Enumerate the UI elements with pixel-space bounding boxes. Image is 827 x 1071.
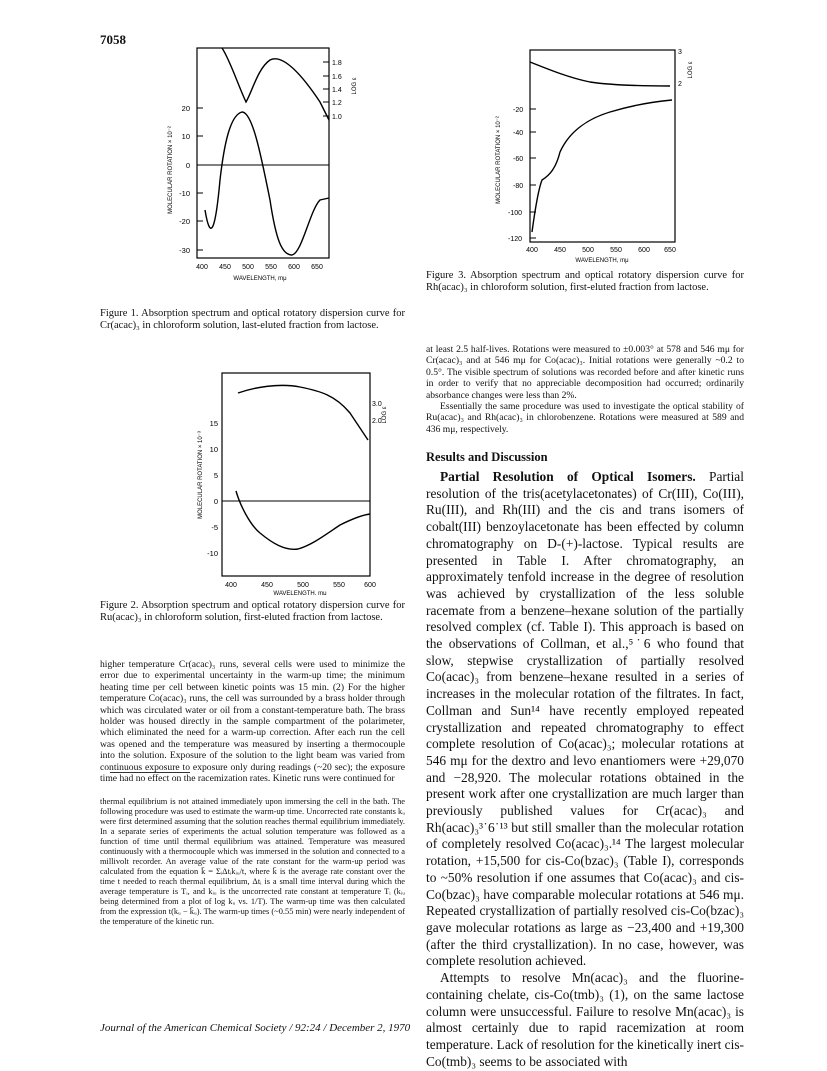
figure-3-plot [490,40,700,265]
footnote-text: thermal equilibrium is not attained immediately upon immersing the cell in the bath. The following procedure was used to estimate the warm-up time. Uncorrected rate constants kᵤ were first determined assuming that the solution reaches thermal equilibrium immediately. In a separate series of experiments the actual solution temperature was followed as a function of time until thermal equilibrium was attained. Temperature was measured continuously with a thermocouple which was immersed in the solution and connected to a millivolt recorder. An average value of the rate constant for the warm-up period was calculated from the equation k̄ = ΣᵢΔtᵢkᵢᵤ/t, where k̄ is the average rate constant over the time t needed to reach thermal equilibrium, Δtᵢ is a small time interval during which the average temperature is Tᵢ, and kᵢᵤ is the uncorrected rate constant at temperature Tᵢ (kᵢᵤ being determined from a plot of log kᵤ vs. 1/T). The warm-up time was then calculated from the expression t(kᵤ − k̄ᵤ). The warm-up times (~0.55 min) were nearly independent of the temperature of the kinetic run. [100,797,405,926]
left-body-text: higher temperature Cr(acac)₃ runs, several cells were used to minimize the error due to experimental uncertainty in the warm-up time; the minimum heating time per cell between kinetic points was 15 min. (2) For the higher temperature Co(acac)₃ runs, the cell was surrounded by a brass holder through which was circulated water or oil from a constant-temperature bath. The brass holder was housed directly in the sample compartment of the polarimeter, which eliminated the need for a warm-up correction. After each run the cell was opened and the temperature was measured by inserting a thermocouple into the solution. Exposure of the solution to the light beam was varied from continuous exposure to exposure only during readings (~20 sec); the exposure time had no effect on the racemization rates. Kinetic runs were continued for [100,659,405,785]
fig1-rlabel: LOG ε [352,77,358,95]
fig2-xlabel: WAVELENGTH, mμ [273,591,327,595]
results-text [426,469,744,1070]
fig3-xtick: 400 [526,247,538,254]
fig2-ytick: -5 [211,523,218,532]
fig1-xtick: 500 [242,264,254,271]
fig2-rtick: 2.0 [372,418,382,425]
fig1-xlabel: WAVELENGTH, mμ [233,276,287,282]
page-number: 7058 [100,32,126,47]
fig1-rtick: 1.8 [332,60,342,67]
figure-1-plot [160,40,365,305]
figure-2-plot [140,365,390,595]
section-heading: Results and Discussion [426,450,548,464]
fig3-xlabel: WAVELENGTH, mμ [575,258,629,264]
fig1-xtick: 650 [311,264,323,271]
fig3-ylabel: MOLECULAR ROTATION × 10⁻² [496,116,502,204]
fig2-rlabel: LOG ε [382,406,388,424]
fig1-xtick: 400 [196,264,208,271]
figure-2-caption: Figure 2. Absorption spectrum and optical rotatory dispersion curve for Ru(acac)₃ in chloroform solution, first-eluted fraction from lactose. [100,600,405,624]
figure-3-caption: Figure 3. Absorption spectrum and optical rotatory dispersion curve for Rh(acac)₃ in chloroform solution, first-eluted fraction from lactose. [426,270,744,294]
fig3-xtick: 550 [610,247,622,254]
fig1-ytick: -30 [179,246,190,255]
right-small-para-1: at least 2.5 half-lives. Rotations were measured to ±0.003° at 578 and 546 mμ for Cr(acac)₃ and at 546 mμ for Co(acac)₃. Initial rotations were generally ~0.2 to 0.5°. The visible spectrum of solutions was recorded before and after kinetic runs in order to verify that no appreciable decomposition had occurred; ordinarily absorbance changes were less than 2%. [426,344,744,401]
fig2-ytick: 15 [209,419,218,428]
results-para-1-text: Partial resolution of the tris(acetylacetonates) of Cr(III), Co(III), Ru(III), and Rh(III) and the cis and trans isomers of cobalt(III) benzoylacetonate has been effected by column chromatography on D-(+)-lactose. Typical results are presented in Table I. After chromatography, an approximately tenfold increase in the degree of resolution was achieved by crystallization of the less soluble racemate from a benzene–hexane solution of the partially resolved complex (cf. Table I). This approach is based on the observations of Collman, et al.,⁵˙6 who found that slow, stepwise crystallization of partially resolved Co(acac)₃ from benzene–hexane resulted in a series of increases in the molecular rotation of the filtrates. In fact, Collman and Sun¹⁴ have recently employed repeated crystallization and repeated chromatography to effect complete resolution of Co(acac)₃; molecular rotations at 546 mμ for the dextro and levo enantiomers were +29,070 and −28,920. The molecular rotations obtained in the present work after one crystallization are much larger than previously published values for Cr(acac)₃ and Rh(acac)₃³˙6˙¹³ but still smaller than the molecular rotation of completely resolved Co(acac)₃.¹⁴ The largest molecular rotation, +15,500 for cis-Co(bzac)₃ (Table I), corresponds to ~50% resolution if one assumes that Co(acac)₃ and cis-Co(bzac)₃ have comparable molecular rotations at 546 mμ. Repeated crystallization of partially resolved cis-Co(bzac)₃ gave molecular rotations as large as −23,400 and +19,300 (after the third crystallization). In no case, however, was complete resolution achieved. [426,469,744,969]
fig2-absorption-curve [238,385,368,440]
fig1-rtick: 1.6 [332,74,342,81]
results-para-1 [426,469,744,970]
fig1-rtick: 1.4 [332,87,342,94]
fig2-ytick: 10 [209,445,218,454]
fig3-rtick: 3 [678,49,682,56]
fig1-ytick: -10 [179,189,190,198]
journal-footer: Journal of the American Chemical Society / 92:24 / December 2, 1970 [100,1022,411,1034]
fig2-rtick: 3.0 [372,401,382,408]
fig1-ytick: 0 [185,161,190,170]
fig1-ylabel: MOLECULAR ROTATION × 10⁻² [168,126,174,214]
fig3-xtick: 500 [582,247,594,254]
fig2-xtick: 550 [333,582,345,589]
fig1-xtick: 450 [219,264,231,271]
fig1-ord-curve [205,112,329,255]
fig1-xtick: 550 [265,264,277,271]
fig3-rlabel: LOG ε [688,61,694,79]
figure-1-caption: Figure 1. Absorption spectrum and optical rotatory dispersion curve for Cr(acac)₃ in chloroform solution, last-eluted fraction from lactose. [100,308,405,332]
results-para-2: Attempts to resolve Mn(acac)₃ and the fluorine-containing chelate, cis-Co(tmb)₃ (1), on the same lactose column were unsuccessful. Failure to resolve Mn(acac)₃ is almost certainly due to rapid racemization at room temperature. Lack of resolution for the kinetically inert cis-Co(tmb)₃ seems to be associated with [426,970,744,1069]
fig2-ord-curve [236,491,370,549]
fig2-xtick: 400 [225,582,237,589]
subheading: Partial Resolution of Optical Isomers. [440,469,696,484]
fig2-ytick: 5 [213,471,218,480]
fig3-xtick: 450 [554,247,566,254]
right-small-para-2: Essentially the same procedure was used to investigate the optical stability of Ru(acac)₃ and Rh(acac)₃ in chlorobenzene. Rotations were measured at 589 and 436 mμ, respectively. [426,401,744,435]
right-experimental-text [426,344,744,435]
fig2-ylabel: MOLECULAR ROTATION × 10⁻³ [198,431,204,519]
fig3-xtick: 650 [664,247,676,254]
fig3-xtick: 600 [638,247,650,254]
fig2-ytick: -10 [207,549,218,558]
fig1-rtick: 1.0 [332,114,342,121]
fig1-ytick: 10 [181,132,190,141]
fig1-rtick: 1.2 [332,100,342,107]
fig2-xtick: 500 [297,582,309,589]
fig1-absorption-curve [222,48,329,120]
footnote-rule [110,772,190,773]
fig1-xtick: 600 [288,264,300,271]
fig2-xtick: 600 [364,582,376,589]
fig3-ytick: -80 [513,183,524,190]
fig3-ytick: -100 [508,210,523,217]
fig1-frame [197,48,329,258]
fig3-ytick: -20 [513,107,524,114]
fig1-ytick: 20 [181,104,190,113]
fig3-ytick: -40 [513,130,524,137]
fig3-ytick: -60 [513,156,524,163]
fig3-rtick: 2 [678,81,682,88]
fig3-ytick: -120 [508,236,523,243]
fig3-ord-curve [532,100,672,232]
fig2-xtick: 450 [261,582,273,589]
fig1-ytick: -20 [179,217,190,226]
fig2-ytick: 0 [213,497,218,506]
fig3-absorption-curve [530,62,670,86]
